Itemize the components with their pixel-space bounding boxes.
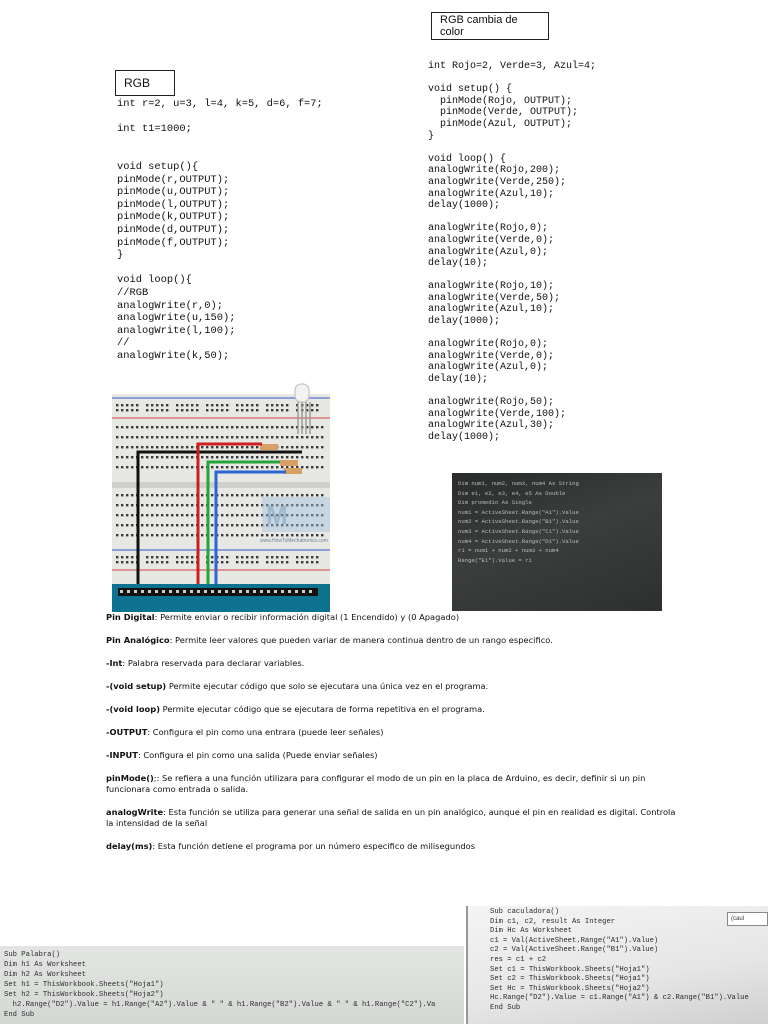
photo-code-line: Set h1 = ThisWorkbook.Sheets("Hoja1") (4, 981, 164, 989)
definition-text: ;: Se refiera a una función utilizara para configurar el modo de un pin en la placa de Arduino, es decir, definir si un pin funcionara como entrada o salida. (106, 773, 646, 794)
vba-photo-palabra (0, 946, 464, 1024)
code-line: delay(1000); (428, 200, 501, 212)
definition-term: -(void setup) (106, 681, 167, 691)
definition-term: delay(ms) (106, 841, 153, 851)
photo-code-line: Dim h1 As Worksheet (4, 961, 86, 969)
code-line: analogWrite(Verde,50); (428, 292, 561, 304)
photo-code-line: num3 = ActiveSheet.Range("C1").Value (458, 527, 579, 535)
code-line: void setup(){ (117, 160, 199, 173)
code-line (117, 148, 323, 161)
definition-text: : Configura el pin como una entrara (puede leer señales) (147, 727, 384, 737)
code-line: int t1=1000; (117, 123, 192, 136)
photo-code-line: Set Hc = ThisWorkbook.Sheets("Hoja2") (490, 984, 650, 993)
code-line: analogWrite(Azul,0); (428, 362, 549, 374)
definition-text: : Palabra reservada para declarar variables. (122, 658, 305, 668)
code-line: analogWrite(Rojo,10); (428, 281, 555, 293)
left-block-label: RGB (115, 70, 175, 96)
svg-text:M: M (266, 500, 288, 530)
definition-term: analogWrite (106, 807, 164, 817)
photo-code-line: End Sub (490, 1003, 521, 1012)
code-line: pinMode(Rojo, OUTPUT); (428, 95, 573, 107)
code-line: analogWrite(k,50); (117, 349, 230, 362)
code-line (117, 262, 323, 275)
code-line: pinMode(Verde, OUTPUT); (428, 107, 579, 119)
photo-code-line: End Sub (4, 1011, 35, 1019)
code-line (428, 386, 596, 398)
right-block-label: RGB cambia de color (431, 12, 549, 40)
code-line: analogWrite(Azul,10); (428, 188, 555, 200)
definition-item (106, 750, 676, 761)
code-line: analogWrite(Rojo,200); (428, 165, 561, 177)
definitions-list (106, 612, 676, 864)
photo-code-line: Set c1 = ThisWorkbook.Sheets("Hoja1") (490, 965, 650, 974)
code-line: analogWrite(l,100); (117, 324, 236, 337)
code-line: delay(10); (428, 258, 489, 270)
code-line: analogWrite(Verde,0); (428, 234, 555, 246)
vba-photo-average (452, 473, 662, 611)
definition-text: : Permite leer valores que pueden variar de manera continua dentro de un rango especifico. (169, 635, 553, 645)
definition-term: Pin Digital (106, 612, 155, 622)
photo-code-line: Set c2 = ThisWorkbook.Sheets("Hoja1") (490, 975, 650, 984)
code-line: analogWrite(u,150); (117, 312, 236, 325)
vba-photo-calculator (466, 906, 768, 1024)
photo-code-line: Set h2 = ThisWorkbook.Sheets("Hoja2") (4, 991, 164, 999)
code-line: pinMode(d,OUTPUT); (117, 223, 230, 236)
code-line: analogWrite(Verde,100); (428, 408, 567, 420)
code-line: delay(1000); (428, 316, 501, 328)
code-line: //RGB (117, 286, 149, 299)
definition-item (106, 773, 676, 795)
code-line: pinMode(f,OUTPUT); (117, 236, 230, 249)
code-line: void setup() { (428, 84, 513, 96)
photo-code-line: Dim num1, num2, num3, num4 As String (458, 480, 579, 487)
photo-code-line: r1 = num1 + num2 + num3 + num4 (458, 547, 559, 555)
photo-code-line: num1 = ActiveSheet.Range("A1").Value (458, 508, 579, 516)
code-line: pinMode(r,OUTPUT); (117, 173, 230, 186)
code-line (428, 328, 596, 340)
definition-item (106, 681, 676, 692)
definition-text: Permite ejecutar código que se ejecutara de forma repetitiva en el programa. (160, 704, 485, 714)
definition-term: -(void loop) (106, 704, 160, 714)
photo-code-line: c2 = Val(ActiveSheet.Range("B1").Value) (490, 946, 659, 955)
code-line: pinMode(Azul, OUTPUT); (428, 118, 573, 130)
right-code-block (428, 61, 596, 444)
definition-item (106, 704, 676, 715)
definition-text: : Esta función se utiliza para generar una señal de salida en un pin analógico, aunque el pin en realidad es digital. Controla la intensidad de la señal (106, 807, 676, 828)
code-line: pinMode(k,OUTPUT); (117, 211, 230, 224)
code-line: delay(10); (428, 374, 489, 386)
definition-term: pinMode() (106, 773, 154, 783)
photo-code-line: Sub caculadora() (490, 908, 560, 916)
code-line (117, 136, 323, 149)
code-line: int r=2, u=3, l=4, k=5, d=6, f=7; (117, 98, 323, 110)
code-line: analogWrite(r,0); (117, 299, 224, 312)
definition-text: : Esta función detiene el programa por un número especifico de milisegundos (152, 841, 476, 851)
code-line (428, 212, 596, 224)
definition-text: : Permite enviar o recibir información digital (1 Encendido) y (0 Apagado) (154, 612, 460, 622)
code-line: // (117, 337, 130, 350)
definition-item (106, 807, 676, 829)
definition-item (106, 635, 676, 646)
code-line: int Rojo=2, Verde=3, Azul=4; (428, 61, 597, 72)
code-line: analogWrite(Rojo,50); (428, 397, 555, 409)
left-code-block (117, 98, 323, 362)
code-line (428, 270, 596, 282)
definition-item (106, 841, 676, 852)
code-line: analogWrite(Verde,250); (428, 176, 567, 188)
code-line: pinMode(l,OUTPUT); (117, 198, 230, 211)
code-line: analogWrite(Azul,0); (428, 246, 549, 258)
code-line: } (117, 249, 124, 262)
definition-item (106, 727, 676, 738)
code-line: analogWrite(Rojo,0); (428, 339, 549, 351)
definition-text: : Configura el pin como una salida (Puede enviar señales) (137, 750, 378, 760)
definition-term: -INPUT (106, 750, 138, 760)
photo-code-line: Range("E1").Value = r1 (458, 556, 532, 564)
photo-code-line: num4 = ActiveSheet.Range("D1").Value (458, 537, 579, 545)
photo-code-line: num2 = ActiveSheet.Range("B1").Value (458, 518, 579, 526)
code-line: analogWrite(Azul,30); (428, 420, 555, 432)
photo-code-line: Hc.Range("D2").Value = c1.Range("A1") & c2.Range("B1").Value (490, 994, 749, 1003)
code-line: } (428, 130, 435, 142)
photo-code-line: Dim e1, e2, e3, e4, e5 As Double (458, 489, 566, 497)
code-line: analogWrite(Verde,0); (428, 350, 555, 362)
photo-procedure-dropdown: (caul (727, 912, 768, 926)
definition-item (106, 658, 676, 669)
photo-code-line: Dim Hc As Worksheet (490, 927, 572, 936)
code-line (428, 73, 596, 85)
definition-item (106, 612, 676, 623)
definition-text: Permite ejecutar código que solo se ejecutara una única vez en el programa. (166, 681, 489, 691)
photo-code-line: Dim h2 As Worksheet (4, 971, 86, 979)
breadboard-image (112, 382, 330, 612)
code-line: delay(1000); (428, 432, 501, 443)
photo-code-line: h2.Range("D2").Value = h1.Range("A2").Value & " " & h1.Range("B2").Value & " " & h1.Range("C2").Va (4, 1001, 436, 1009)
photo-code-line: res = c1 + c2 (490, 955, 547, 964)
code-line: analogWrite(Azul,10); (428, 304, 555, 316)
definition-term: -Int (106, 658, 123, 668)
code-line: pinMode(u,OUTPUT); (117, 186, 230, 199)
code-line: void loop(){ (117, 274, 192, 287)
photo-code-line: Sub Palabra() (4, 951, 61, 959)
breadboard-watermark: www.HowToMechatronics.com (260, 538, 328, 544)
breadboard-graphic (112, 382, 330, 612)
definition-term: Pin Analógico (106, 635, 170, 645)
photo-code-line: Dim promedio As Single (458, 499, 532, 507)
code-line (428, 142, 596, 154)
photo-code-line: c1 = Val(ActiveSheet.Range("A1").Value) (490, 936, 659, 945)
code-line (117, 111, 323, 124)
code-line: analogWrite(Rojo,0); (428, 223, 549, 235)
definition-term: -OUTPUT (106, 727, 148, 737)
code-line: void loop() { (428, 153, 507, 165)
photo-code-line: Dim c1, c2, result As Integer (490, 917, 616, 926)
